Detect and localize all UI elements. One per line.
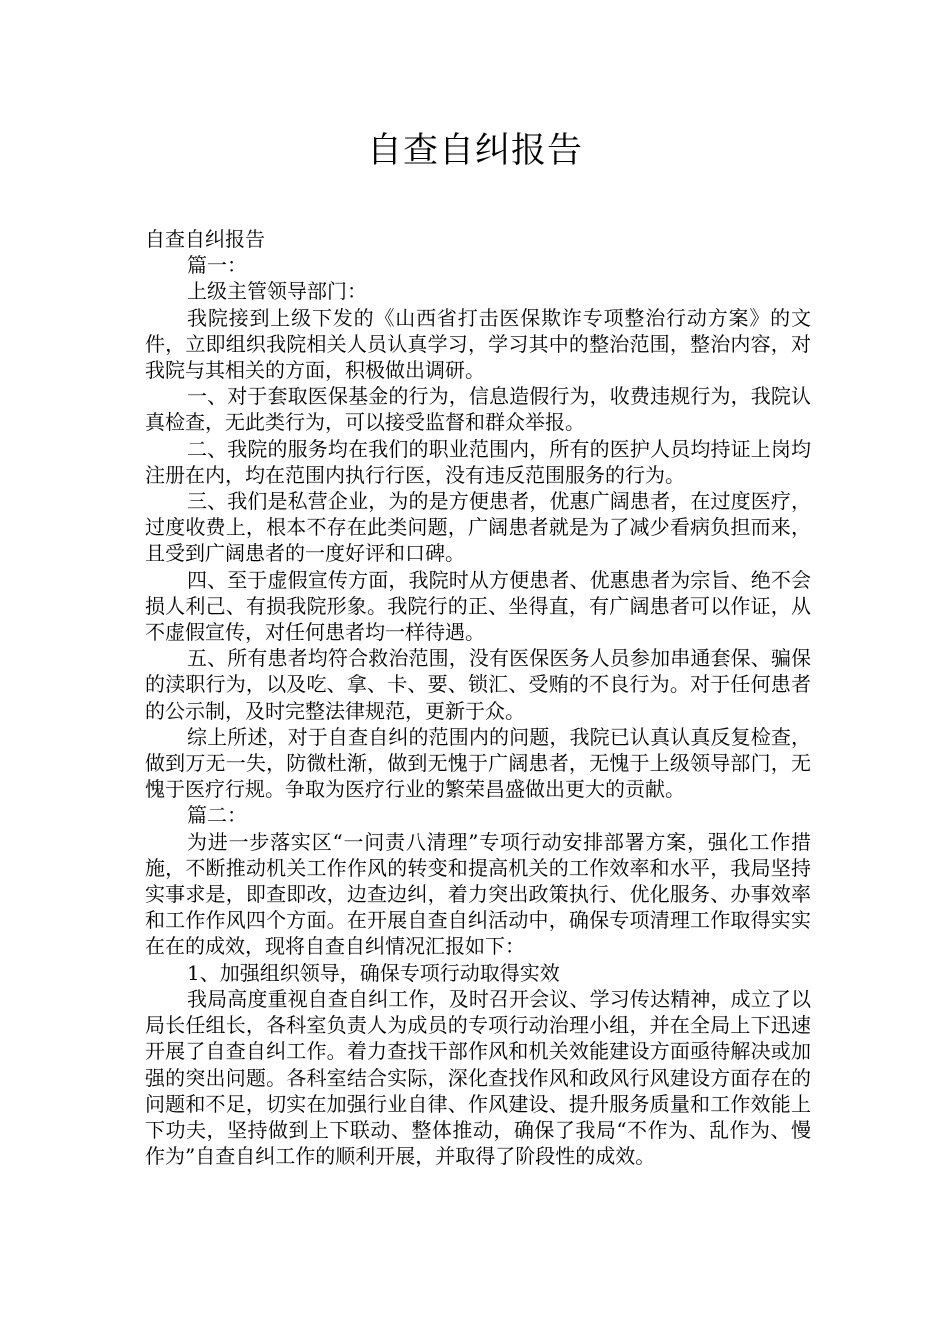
paragraph: 篇一： xyxy=(187,253,247,278)
paragraph: 五、所有患者均符合救治范围，没有医保医务人员参加串通套保、骗保的渎职行为，以及吃、拿、卡、要、锁汇、受贿的不良行为。对于任何患者的公示制，及时完整法律规范，更新于众。 xyxy=(145,646,811,723)
paragraph: 篇二： xyxy=(187,803,247,828)
document-title: 自查自纠报告 xyxy=(366,131,583,171)
paragraph: 三、我们是私营企业，为的是方便患者，优惠广阔患者，在过度医疗，过度收费上，根本不存在此类问题，广阔患者就是为了减少看病负担而来，且受到广阔患者的一度好评和口碑。 xyxy=(145,489,811,566)
paragraph: 我局高度重视自查自纠工作，及时召开会议、学习传达精神，成立了以局长任组长，各科室负责人为成员的专项行动治理小组，并在全局上下迅速开展了自查自纠工作。着力查找干部作风和机关效能建设方面亟待解决或加强的突出问题。各科室结合实际，深化查找作风和政风行风建设方面存在的问题和不足，切实在加强行业自律、作风建设、提升服务质量和工作效能上下功夫，坚持做到上下联动、整体推动，确保了我局“不作为、乱作为、慢作为”自查自纠工作的顺利开展，并取得了阶段性的成效。 xyxy=(145,986,811,1169)
paragraph: 一、对于套取医保基金的行为，信息造假行为，收费违规行为，我院认真检查，无此类行为，可以接受监督和群众举报。 xyxy=(145,384,811,435)
paragraph: 四、至于虚假宣传方面，我院时从方便患者、优惠患者为宗旨、绝不会损人利己、有损我院形象。我院行的正、坐得直，有广阔患者可以作证，从不虚假宣传，对任何患者均一样待遇。 xyxy=(145,567,811,645)
paragraph: 为进一步落实区“一问责八清理”专项行动安排部署方案，强化工作措施，不断推动机关工作作风的转变和提高机关的工作效率和水平，我局坚持实事求是，即查即改，边查边纠，着力突出政策执行、优化服务、办事效率和工作作风四个方面。在开展自查自纠活动中，确保专项清理工作取得实实在在的成效，现将自查自纠情况汇报如下： xyxy=(145,829,811,959)
paragraph: 1、加强组织领导，确保专项行动取得实效 xyxy=(187,960,560,985)
paragraph: 自查自纠报告 xyxy=(145,227,265,251)
paragraph: 我院接到上级下发的《山西省打击医保欺诈专项整治行动方案》的文件，立即组织我院相关人员认真学习，学习其中的整治范围，整治内容，对我院与其相关的方面，积极做出调研。 xyxy=(145,305,811,383)
paragraph: 上级主管领导部门： xyxy=(187,279,367,304)
paragraph: 二、我院的服务均在我们的职业范围内，所有的医护人员均持证上岗均注册在内，均在范围内执行行医，没有违反范围服务的行为。 xyxy=(145,436,811,487)
paragraph: 综上所述，对于自查自纠的范围内的问题，我院已认真认真反复检查，做到万无一失，防微杜渐，做到无愧于广阔患者，无愧于上级领导部门，无愧于医疗行规。争取为医疗行业的繁荣昌盛做出更大的贡献。 xyxy=(145,724,811,802)
document-body xyxy=(145,226,811,1169)
